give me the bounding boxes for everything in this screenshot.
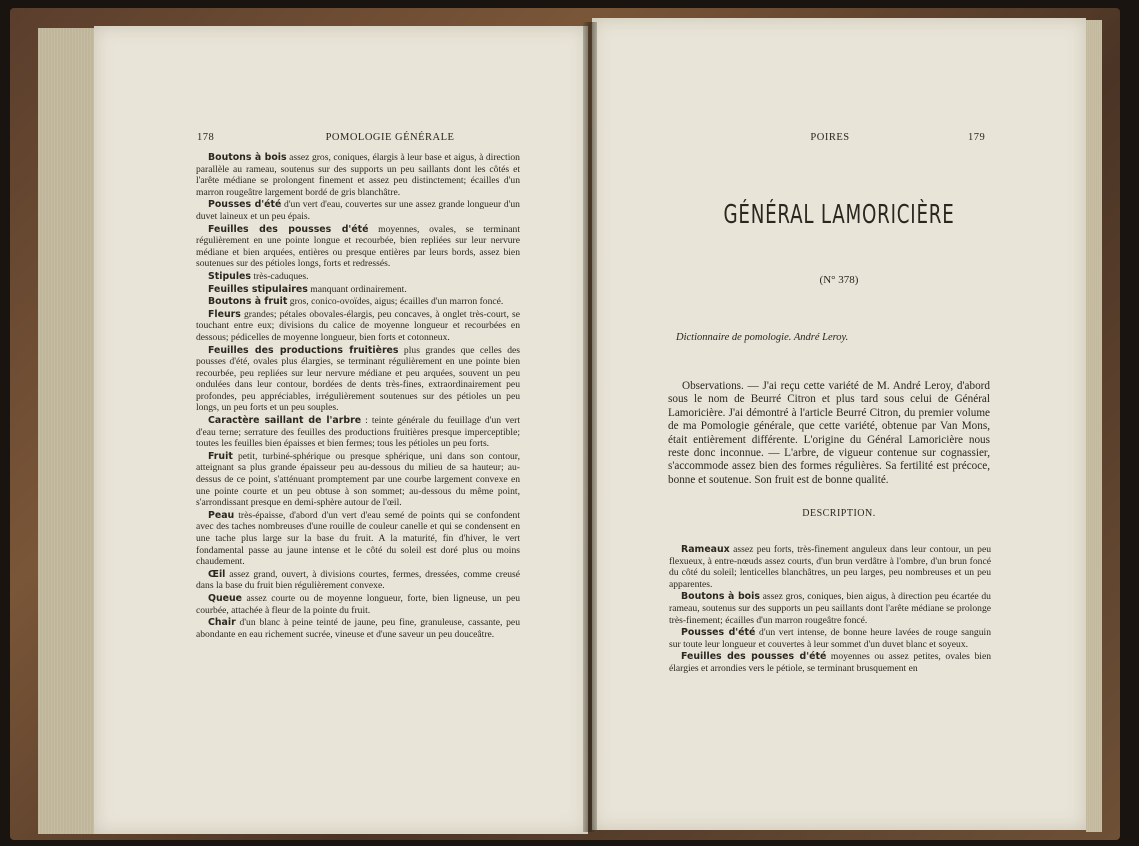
paragraph-text: d'un vert d'eau, couvertes sur une assez grande longueur d'un duvet laineux et un peu épais. — [196, 199, 520, 222]
paragraph-text: assez peu forts, très-finement anguleux dans leur contour, un peu flexueux, à entre-nœuds assez courts, d'un brun verdâtre à l'ombre, d'un brun foncé du côté du soleil; lenticelles blanchâtres, un peu larges, peu nombreuses et un peu apparentes. — [669, 544, 991, 590]
paragraph-lead: Œil — [208, 568, 226, 580]
paragraph-text: très-épaisse, d'abord d'un vert d'eau semé de points qui se confondent avec des taches nombreuses d'une rouille de couleur canelle et qui se condensent en une tache plus large sur la base du fruit. A la maturité, fin d'hiver, le vert fondamental passe au jaune intense et le côté du soleil est doré plus ou moins chaudement. — [196, 509, 520, 568]
description-paragraph — [196, 224, 520, 270]
paragraph-lead: Boutons à fruit — [208, 296, 288, 308]
paragraph-text: moyennes ou assez petites, ovales bien élargies et arrondies vers le pétiole, se terminant brusquement en — [669, 651, 992, 674]
paragraph-text: gros, conico-ovoïdes, aigus; écailles d'un marron foncé. — [287, 296, 504, 308]
paragraph-lead: Feuilles des pousses d'été — [681, 651, 827, 663]
paragraph-lead: Pousses d'été — [208, 199, 282, 211]
left-running-head: POMOLOGIE GÉNÉRALE — [325, 132, 455, 143]
description-paragraph — [196, 451, 520, 509]
right-page-body — [669, 544, 991, 676]
paragraph-lead: Pousses d'été — [681, 627, 756, 639]
observations-paragraph: Observations. — J'ai reçu cette variété de M. André Leroy, d'abord sous le nom de Beurré Citron et plus tard sous celui de Général Lamoricière. J'ai démontré à l'article Beurré Citron, du premier volume de ma Pomologie générale, que cette variété, obtenue par Van Mons, était entièrement différente. L'origine du Général Lamoricière nous reste donc inconnue. — L'arbre, de vigueur contenue sur cognassier, s'accommode assez bien des formes régulières. Sa fertilité est précoce, bonne et soutenue. Son fruit est de bonne qualité. — [668, 380, 990, 486]
description-heading: DESCRIPTION. — [802, 508, 876, 519]
paragraph-lead: Queue — [208, 592, 243, 604]
paragraph-text: : teinte générale du feuillage d'un vert d'eau terne; serrature des feuilles des productions fruitières presque imperceptible; toutes les feuilles bien épaisses et bien fermes; tous les pétioles un peu forts. — [196, 415, 520, 450]
description-paragraph — [669, 651, 991, 674]
paragraph-lead: Fleurs — [208, 308, 241, 320]
paragraph-text: d'un blanc à peine teinté de jaune, peu fine, granuleuse, cassante, peu abondante en eau richement sucrée, vineuse et d'une saveur un peu douceâtre. — [196, 617, 520, 640]
paragraph-text: grandes; pétales obovales-élargis, peu concaves, à onglet très-court, se touchant entre eux; divisions du calice de moyenne longueur et recourbées en dessous; pédicelles de moyenne longueur, bien forts et cotonneux. — [196, 308, 520, 343]
paragraph-lead: Chair — [208, 617, 236, 629]
paragraph-text: très-caduques. — [250, 270, 309, 282]
paragraph-lead: Stipules — [208, 270, 251, 282]
paragraph-lead: Feuilles stipulaires — [208, 283, 308, 295]
reference-line: Dictionnaire de pomologie. André Leroy. — [676, 332, 849, 343]
paragraph-lead: Fruit — [208, 450, 233, 462]
paragraph-lead: Boutons à bois — [208, 152, 287, 163]
right-running-head: POIRES — [810, 132, 850, 143]
description-paragraph — [196, 284, 520, 296]
paragraph-lead: Feuilles des pousses d'été — [208, 223, 369, 235]
paragraph-text: moyennes, ovales, se terminant régulièrement en une pointe longue et recourbée, bien repliées sur leur nervure médiane et bien arquées, entières ou presque entières par leurs bords, assez bien soutenues sur des pétioles longs, forts et redressés. — [196, 223, 521, 270]
page-edges-right — [1086, 20, 1102, 832]
left-page-number: 178 — [197, 132, 215, 143]
paragraph-text: manquant ordinairement. — [307, 283, 407, 295]
description-paragraph — [196, 296, 520, 308]
paragraph-lead: Boutons à bois — [681, 591, 760, 603]
description-paragraph — [196, 569, 520, 592]
left-page-body — [196, 152, 520, 641]
variety-number: (N° 378) — [819, 274, 859, 286]
description-paragraph — [196, 510, 520, 568]
variety-title: GÉNÉRAL LAMORICIÈRE — [723, 200, 955, 230]
right-page-number: 179 — [968, 132, 986, 143]
paragraph-lead: Rameaux — [681, 544, 730, 555]
paragraph-lead: Feuilles des productions fruitières — [208, 344, 399, 356]
paragraph-text: assez grand, ouvert, à divisions courtes, fermes, dressées, comme creusé dans la base du fruit bien régulièrement convexe. — [196, 568, 520, 592]
book-gutter — [583, 22, 597, 832]
paragraph-lead: Peau — [208, 509, 235, 521]
paragraph-text: assez gros, coniques, bien aigus, à direction peu écartée du rameau, soutenus sur des supports un peu saillants dont l'arête médiane se prolonge très-finement; écailles d'un marron rougeâtre foncé. — [669, 591, 991, 626]
paragraph-lead: Caractère saillant de l'arbre — [208, 415, 362, 427]
description-paragraph — [196, 271, 520, 283]
description-paragraph — [196, 152, 520, 198]
description-paragraph — [669, 544, 991, 590]
description-paragraph — [669, 627, 991, 650]
description-paragraph — [196, 199, 520, 222]
paragraph-text: d'un vert intense, de bonne heure lavées de rouge sanguin sur toute leur longueur et couvertes à leur sommet d'un duvet blanc et soyeux. — [669, 627, 991, 650]
description-paragraph — [669, 591, 991, 626]
paragraph-text: assez courte ou de moyenne longueur, forte, bien ligneuse, un peu courbée, attachée à fleur de la pointe du fruit. — [196, 592, 520, 616]
paragraph-text: plus grandes que celles des pousses d'été, ovales plus élargies, se terminant régulièrement en une pointe bien recourbée, peu repliées sur leur nervure médiane et peu arquées, souvent un peu ondulées dans leur contour, bordées de dents très-fines, extraordinairement peu profondes, peu appréciables, irrégulièrement soutenues sur des pétioles un peu longs, un peu forts et un peu souples. — [196, 344, 520, 414]
description-paragraph — [196, 309, 520, 344]
description-paragraph — [196, 617, 520, 640]
paragraph-text: petit, turbiné-sphérique ou presque sphérique, uni dans son contour, atteignant sa plus grande épaisseur peu au-dessous du milieu de sa hauteur; au-dessus de ce point, s'atténuant promptement par une courbe largement convexe en une pointe courte et un peu obtuse à son sommet; au-dessous du même point, s'arrondissant presque en demi-sphère autour de l'œil. — [196, 450, 520, 509]
description-paragraph — [196, 593, 520, 616]
description-paragraph — [196, 415, 520, 450]
description-paragraph — [196, 345, 520, 415]
paragraph-text: assez gros, coniques, élargis à leur base et aigus, à direction parallèle au rameau, soutenus sur des supports un peu saillants dont les côtés et l'arête médiane se prolongent finement et assez peu distinctement; écailles d'un marron rougeâtre largement bordé de gris blanchâtre. — [196, 152, 520, 198]
page-edges-left — [38, 28, 94, 834]
